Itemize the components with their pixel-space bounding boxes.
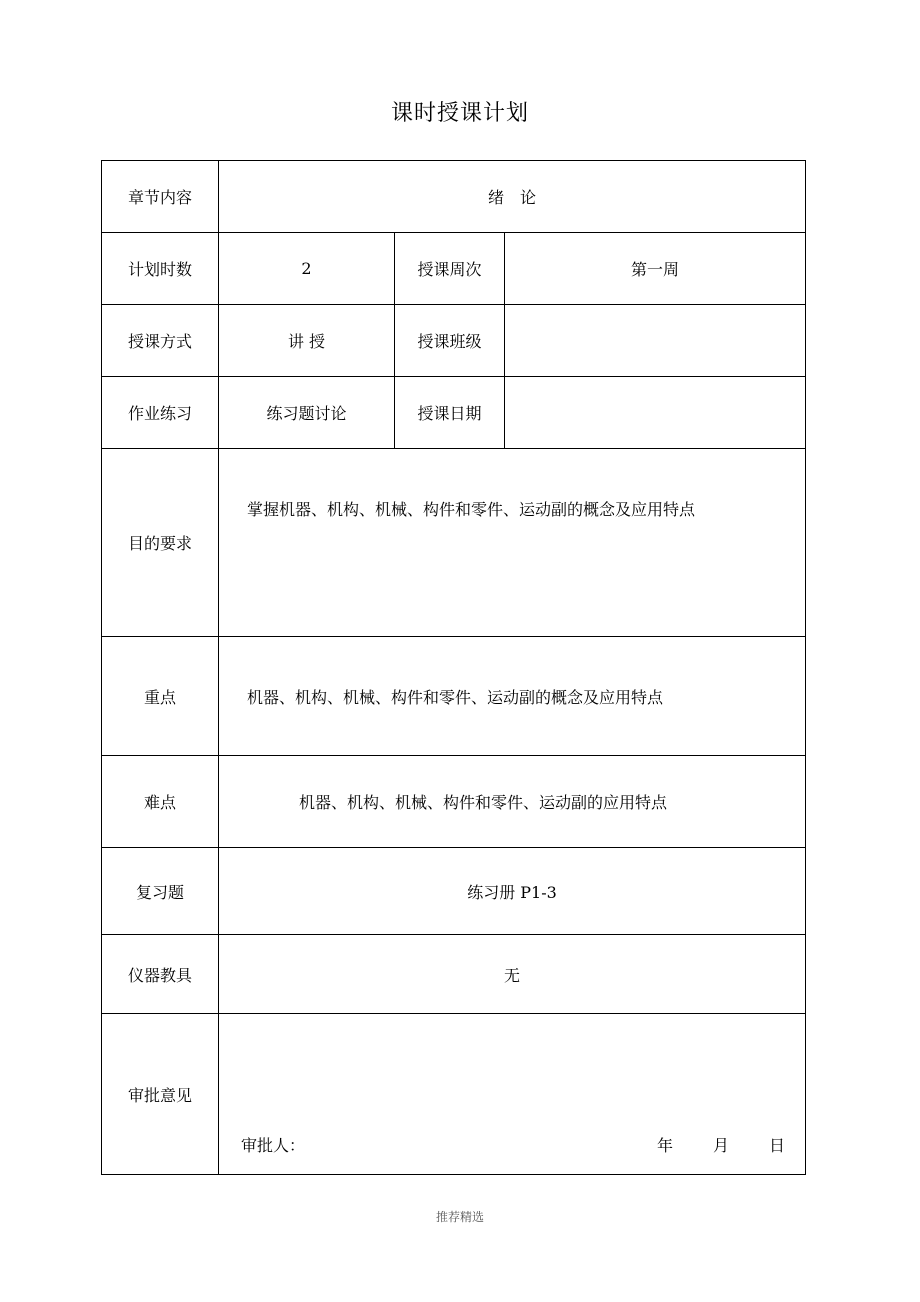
hours-label: 计划时数 [102,233,219,305]
year-label: 年 [656,1136,673,1155]
row-review [102,848,806,935]
method-label: 授课方式 [102,305,219,377]
method-value: 讲 授 [219,305,395,377]
row-method [102,305,806,377]
date-value [505,377,806,449]
hours-value: 2 [219,233,395,305]
chapter-value: 绪 论 [219,161,806,233]
row-approval [102,1014,806,1175]
approval-label: 审批意见 [102,1014,219,1175]
month-label: 月 [713,1136,730,1155]
key-cell [219,637,806,756]
review-value: 练习册 P1-3 [219,848,806,935]
review-label: 复习题 [102,848,219,935]
row-key [102,637,806,756]
goal-value: 掌握机器、机构、机械、构件和零件、运动副的概念及应用特点 [247,500,696,519]
approval-cell [219,1014,806,1175]
key-label: 重点 [102,637,219,756]
date-label: 授课日期 [395,377,505,449]
goal-cell [219,449,806,637]
chapter-label: 章节内容 [102,161,219,233]
row-homework [102,377,806,449]
class-label: 授课班级 [395,305,505,377]
equipment-value: 无 [219,935,806,1014]
difficulty-value: 机器、机构、机械、构件和零件、运动副的应用特点 [299,793,668,812]
footer-text: 推荐精选 [435,1210,484,1224]
goal-label: 目的要求 [102,449,219,637]
equipment-label: 仪器教具 [102,935,219,1014]
row-difficulty [102,756,806,848]
day-label: 日 [769,1136,786,1155]
week-value: 第一周 [505,233,806,305]
approval-date [617,1133,785,1156]
key-value: 机器、机构、机械、构件和零件、运动副的概念及应用特点 [247,687,664,707]
approver-label: 审批人： [241,1136,306,1155]
row-equipment [102,935,806,1014]
row-hours [102,233,806,305]
difficulty-cell [219,756,806,848]
row-chapter [102,161,806,233]
class-value [505,305,806,377]
lesson-plan-table [101,160,806,1175]
difficulty-label: 难点 [102,756,219,848]
page-title: 课时授课计划 [390,101,529,126]
homework-value: 练习题讨论 [219,377,395,449]
week-label: 授课周次 [395,233,505,305]
homework-label: 作业练习 [102,377,219,449]
row-goal [102,449,806,637]
